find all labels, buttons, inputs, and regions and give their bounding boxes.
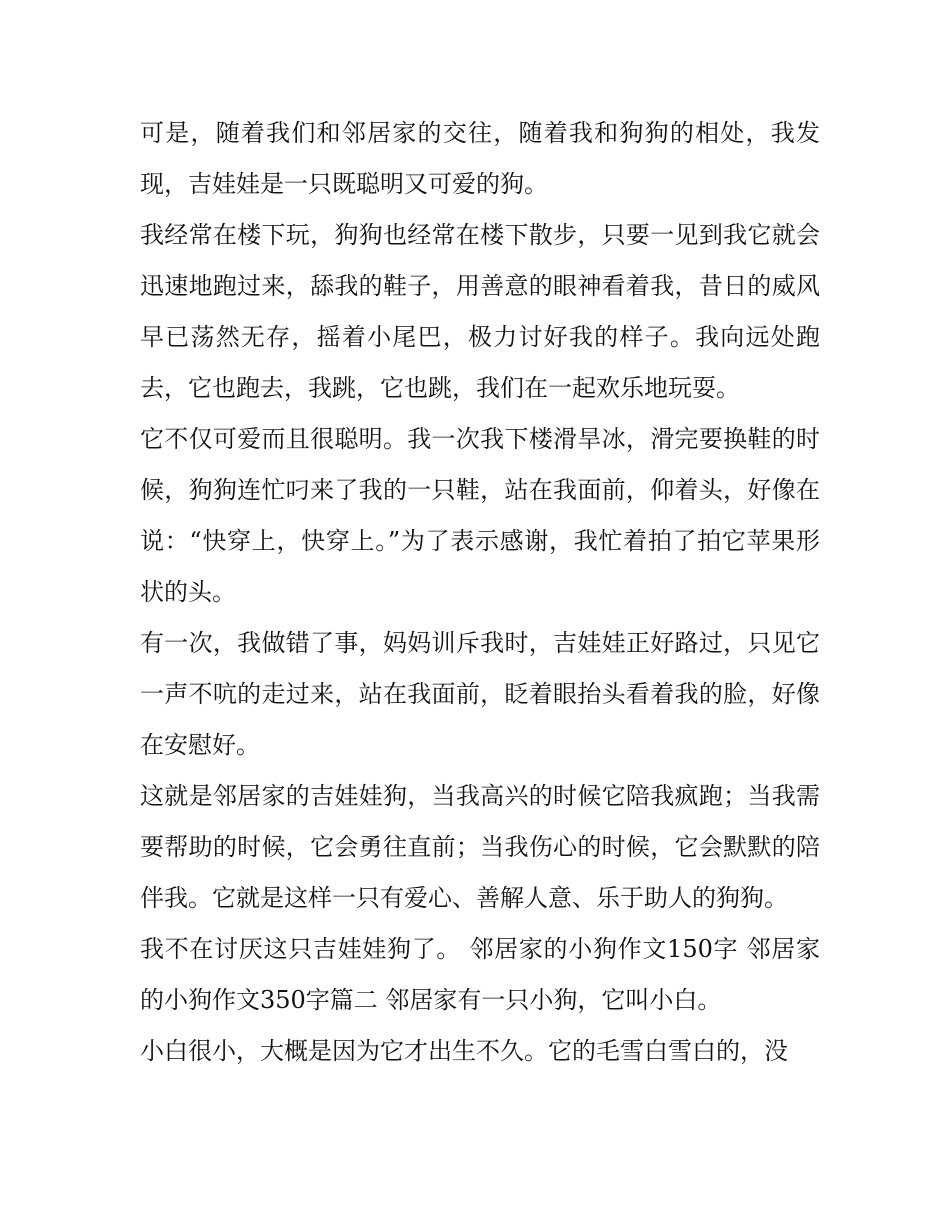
paragraph-1: 可是，随着我们和邻居家的交往，随着我和狗狗的相处，我发现，吉娃娃是一只既聪明又可爱的狗。 [140,119,820,198]
paragraph-7: 小白很小，大概是因为它才出生不久。它的毛雪白雪白的，没 [140,1037,788,1065]
paragraph-6: 我不在讨厌这只吉娃娃狗了。 邻居家的小狗作文150字 邻居家的小狗作文350字篇二 邻居家有一只小狗，它叫小白。 [140,935,820,1014]
paragraph-5: 这就是邻居家的吉娃娃狗，当我高兴的时候它陪我疯跑；当我需要帮助的时候，它会勇往直前；当我伤心的时候，它会默默的陪伴我。它就是这样一只有爱心、善解人意、乐于助人的狗狗。 [140,782,820,912]
paragraph-4: 有一次，我做错了事，妈妈训斥我时，吉娃娃正好路过，只见它一声不吭的走过来，站在我面前，眨着眼抬头看着我的脸，好像在安慰好。 [140,629,820,759]
paragraph-3: 它不仅可爱而且很聪明。我一次我下楼滑旱冰，滑完要换鞋的时候，狗狗连忙叼来了我的一只鞋，站在我面前，仰着头，好像在说：“快穿上，快穿上。”为了表示感谢，我忙着拍了拍它苹果形状的头。 [140,425,820,606]
paragraph-2: 我经常在楼下玩，狗狗也经常在楼下散步，只要一见到我它就会迅速地跑过来，舔我的鞋子，用善意的眼神看着我，昔日的威风早已荡然无存，摇着小尾巴，极力讨好我的样子。我向远处跑去，它也跑去，我跳，它也跳，我们在一起欢乐地玩耍。 [140,221,820,402]
document-body [140,108,820,1077]
